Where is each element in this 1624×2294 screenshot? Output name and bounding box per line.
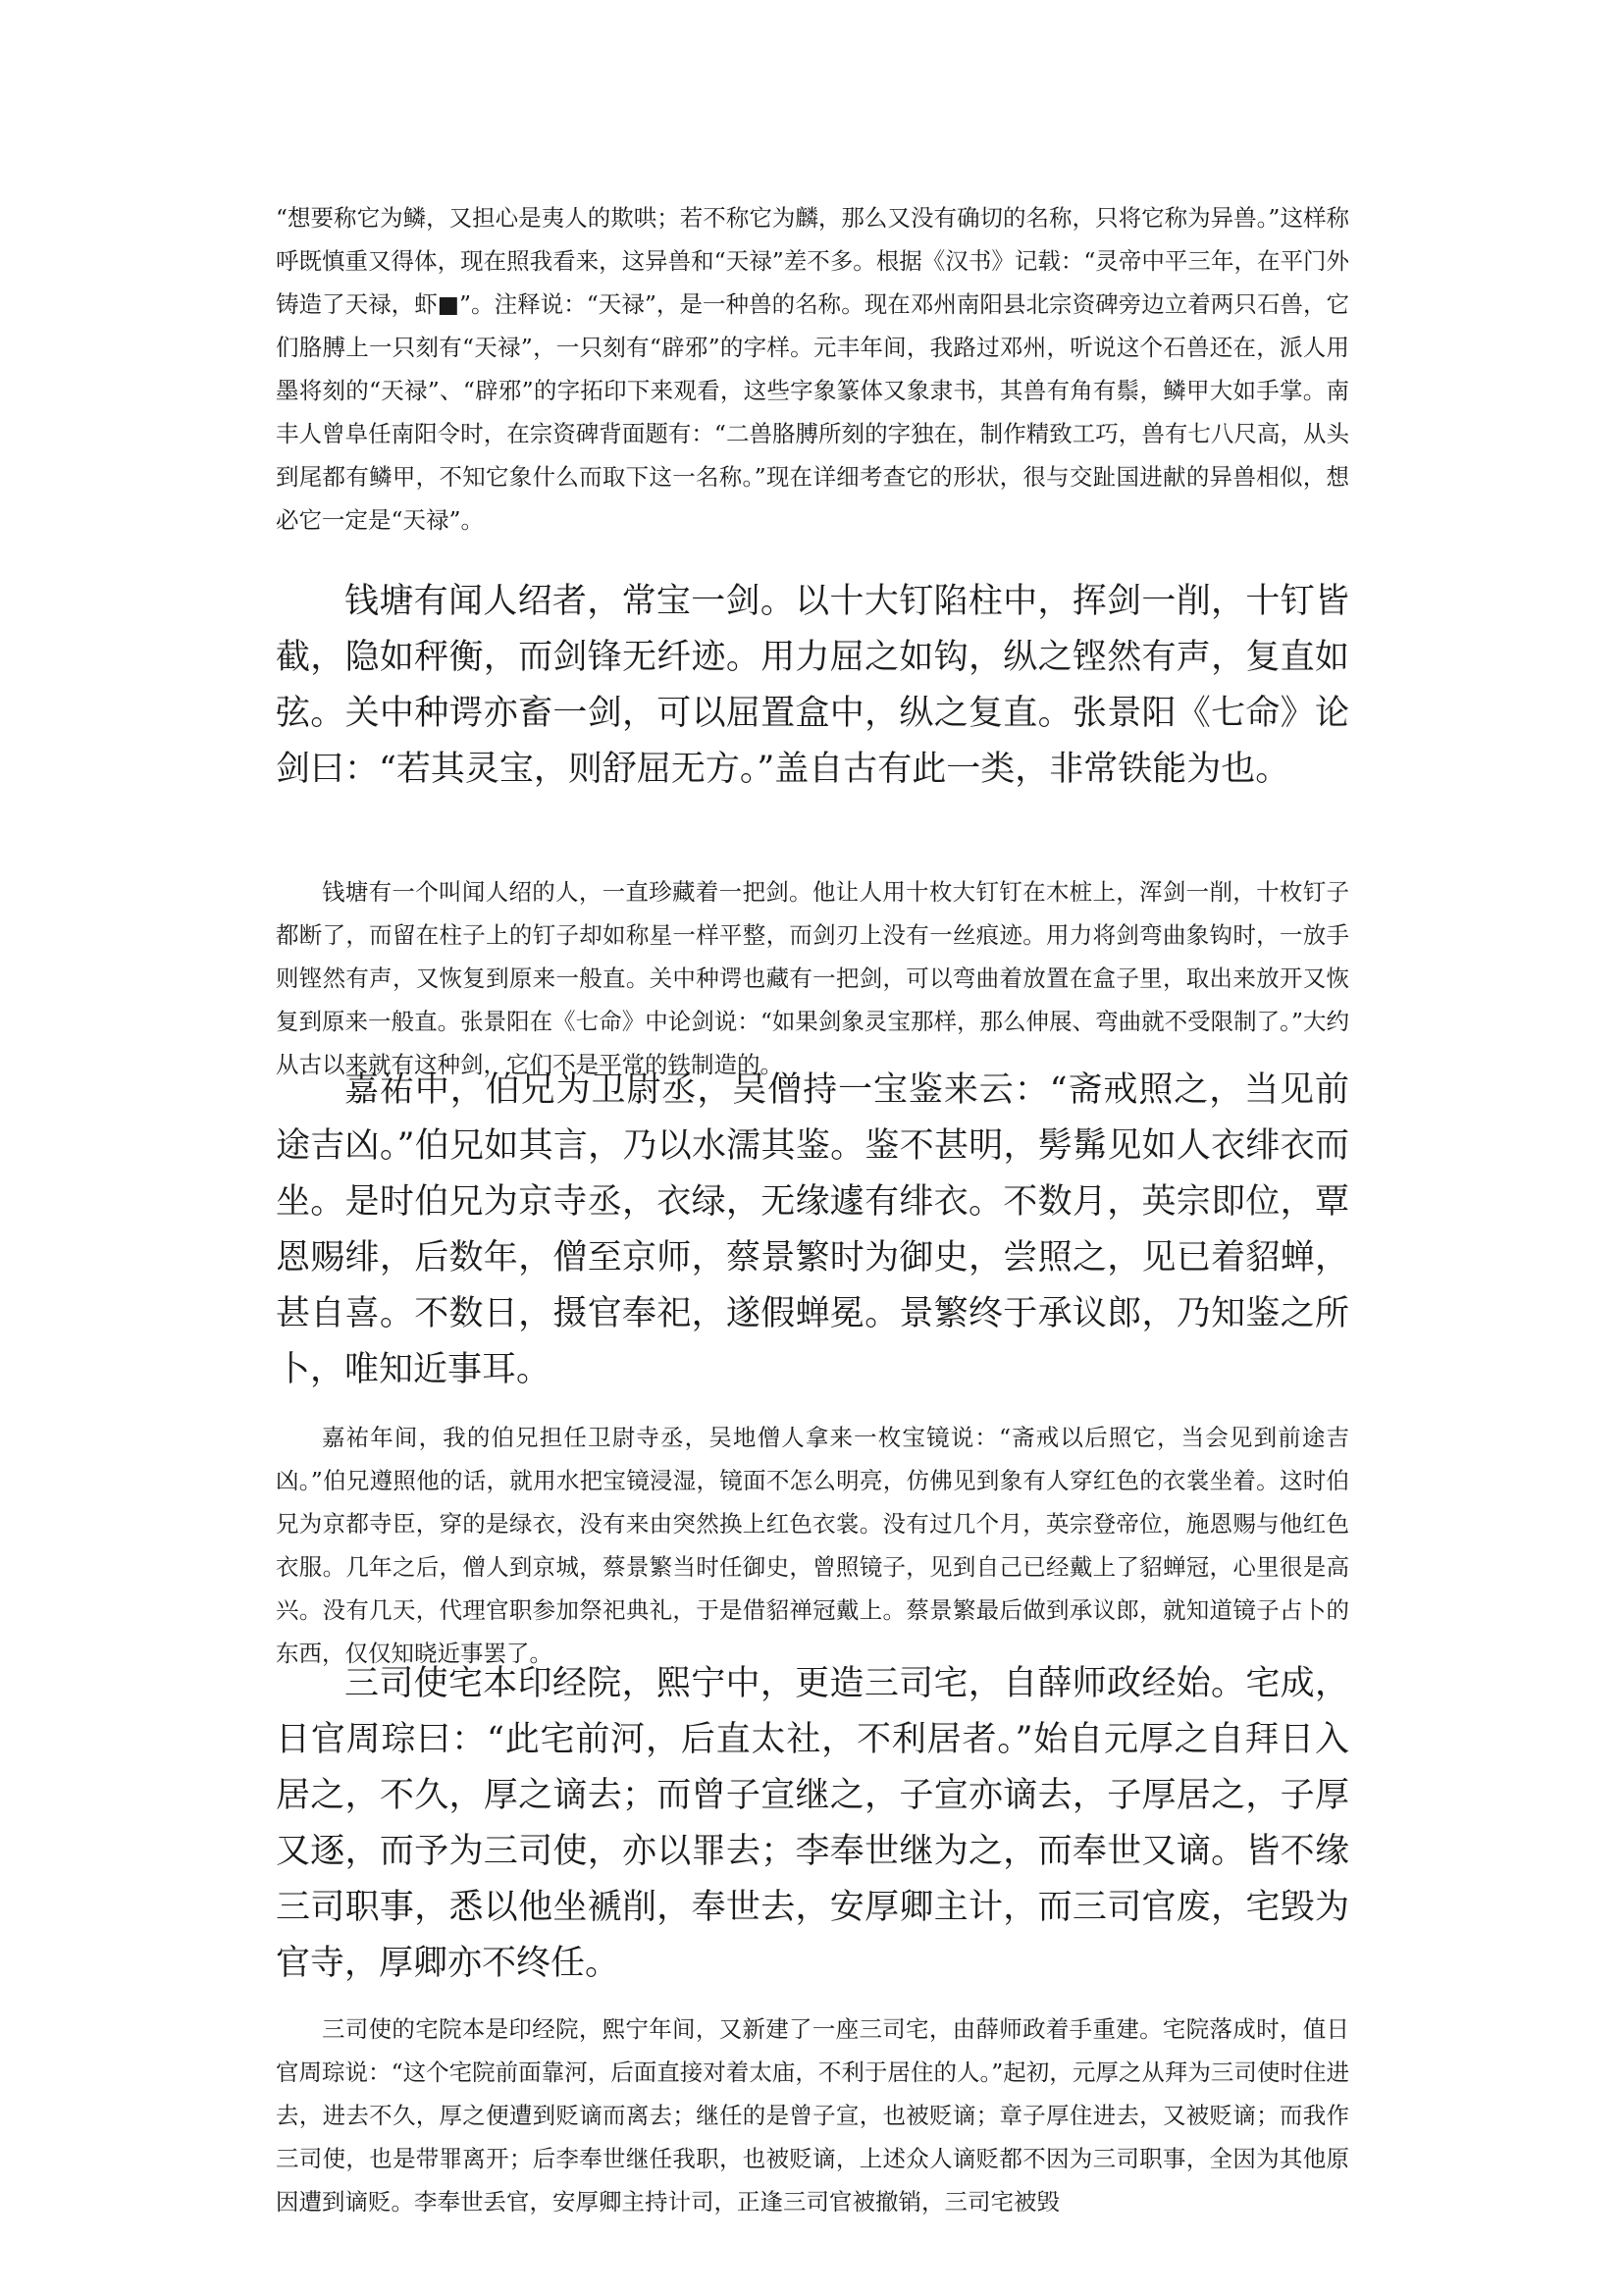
- translation-paragraph-4: 三司使的宅院本是印经院，熙宁年间，又新建了一座三司宅，由薛师政着手重建。宅院落成时，值日官周琮说：“这个宅院前面靠河，后面直接对着太庙，不利于居住的人。”起初，元厚之从拜为三司使时住进去，进去不久，厚之便遭到贬谪而离去；继任的是曾子宣，也被贬谪；章子厚住进去，又被贬谪；而我作三司使，也是带罪离开；后李奉世继任我职，也被贬谪，上述众人谪贬都不因为三司职事，全因为其他原因遭到谪贬。李奉世丢官，安厚卿主持计司，正逢三司官被撤销，三司宅被毁: [276, 2015, 1349, 2216]
- original-paragraph-3: 嘉祐中，伯兄为卫尉丞，吴僧持一宝鉴来云：“斋戒照之，当见前途吉凶。”伯兄如其言，乃以水濡其鉴。鉴不甚明，髣髴见如人衣绯衣而坐。是时伯兄为京寺丞，衣绿，无缘遽有绯衣。不数月，英宗即位，覃恩赐绯，后数年，僧至京师，蔡景繁时为御史，尝照之，见已着貂蝉，甚自喜。不数日，摄官奉祀，遂假蝉冕。景繁终于承议郎，乃知鉴之所卜，唯知近事耳。: [276, 1070, 1349, 1389]
- translation-paragraph-3: 嘉祐年间，我的伯兄担任卫尉寺丞，吴地僧人拿来一枚宝镜说：“斋戒以后照它，当会见到前途吉凶。”伯兄遵照他的话，就用水把宝镜浸湿，镜面不怎么明亮，仿佛见到象有人穿红色的衣裳坐着。这时伯兄为京都寺臣，穿的是绿衣，没有来由突然换上红色衣裳。没有过几个月，英宗登帝位，施恩赐与他红色衣服。几年之后，僧人到京城，蔡景繁当时任御史，曾照镜子，见到自己已经戴上了貂蝉冠，心里很是高兴。没有几天，代理官职参加祭祀典礼，于是借貂禅冠戴上。蔡景繁最后做到承议郎，就知道镜子占卜的东西，仅仅知晓近事罢了。: [276, 1424, 1349, 1667]
- translation-paragraph-2: 钱塘有一个叫闻人绍的人，一直珍藏着一把剑。他让人用十枚大钉钉在木桩上，浑剑一削，十枚钉子都断了，而留在柱子上的钉子却如称星一样平整，而剑刃上没有一丝痕迹。用力将剑弯曲象钩时，一放手则铿然有声，又恢复到原来一般直。关中种谔也藏有一把剑，可以弯曲着放置在盒子里，取出来放开又恢复到原来一般直。张景阳在《七命》中论剑说：“如果剑象灵宝那样，那么伸展、弯曲就不受限制了。”大约从古以来就有这种剑，它们不是平常的铁制造的。: [276, 878, 1349, 1078]
- original-paragraph-2: 钱塘有闻人绍者，常宝一剑。以十大钉陷柱中，挥剑一削，十钉皆截，隐如秤衡，而剑锋无纤迹。用力屈之如钩，纵之铿然有声，复直如弦。关中种谔亦畜一剑，可以屈置盒中，纵之复直。张景阳《七命》论剑曰：“若其灵宝，则舒屈无方。”盖自古有此一类，非常铁能为也。: [276, 582, 1349, 789]
- original-paragraph-4: 三司使宅本印经院，熙宁中，更造三司宅，自薛师政经始。宅成，日官周琮曰：“此宅前河，后直太社，不利居者。”始自元厚之自拜日入居之，不久，厚之谪去；而曾子宣继之，子宣亦谪去，子厚居之，子厚又逐，而予为三司使，亦以罪去；李奉世继为之，而奉世又谪。皆不缘三司职事，悉以他坐褫削，奉世去，安厚卿主计，而三司官废，宅毁为官寺，厚卿亦不终任。: [276, 1664, 1349, 1983]
- translation-paragraph-1: “想要称它为鳞，又担心是夷人的欺哄；若不称它为麟，那么又没有确切的名称，只将它称为异兽。”这样称呼既慎重又得体，现在照我看来，这异兽和“天禄”差不多。根据《汉书》记载：“灵帝中平三年，在平门外铸造了天禄，虾■”。注释说：“天禄”，是一种兽的名称。现在邓州南阳县北宗资碑旁边立着两只石兽，它们胳膊上一只刻有“天禄”，一只刻有“辟邪”的字样。元丰年间，我路过邓州，听说这个石兽还在，派人用墨将刻的“天禄”、“辟邪”的字拓印下来观看，这些字象篆体又象隶书，其兽有角有鬃，鳞甲大如手掌。南丰人曾阜任南阳令时，在宗资碑背面题有：“二兽胳膊所刻的字独在，制作精致工巧，兽有七八尺高，从头到尾都有鳞甲，不知它象什么而取下这一名称。”现在详细考查它的形状，很与交趾国进献的异兽相似，想必它一定是“天禄”。: [276, 204, 1349, 534]
